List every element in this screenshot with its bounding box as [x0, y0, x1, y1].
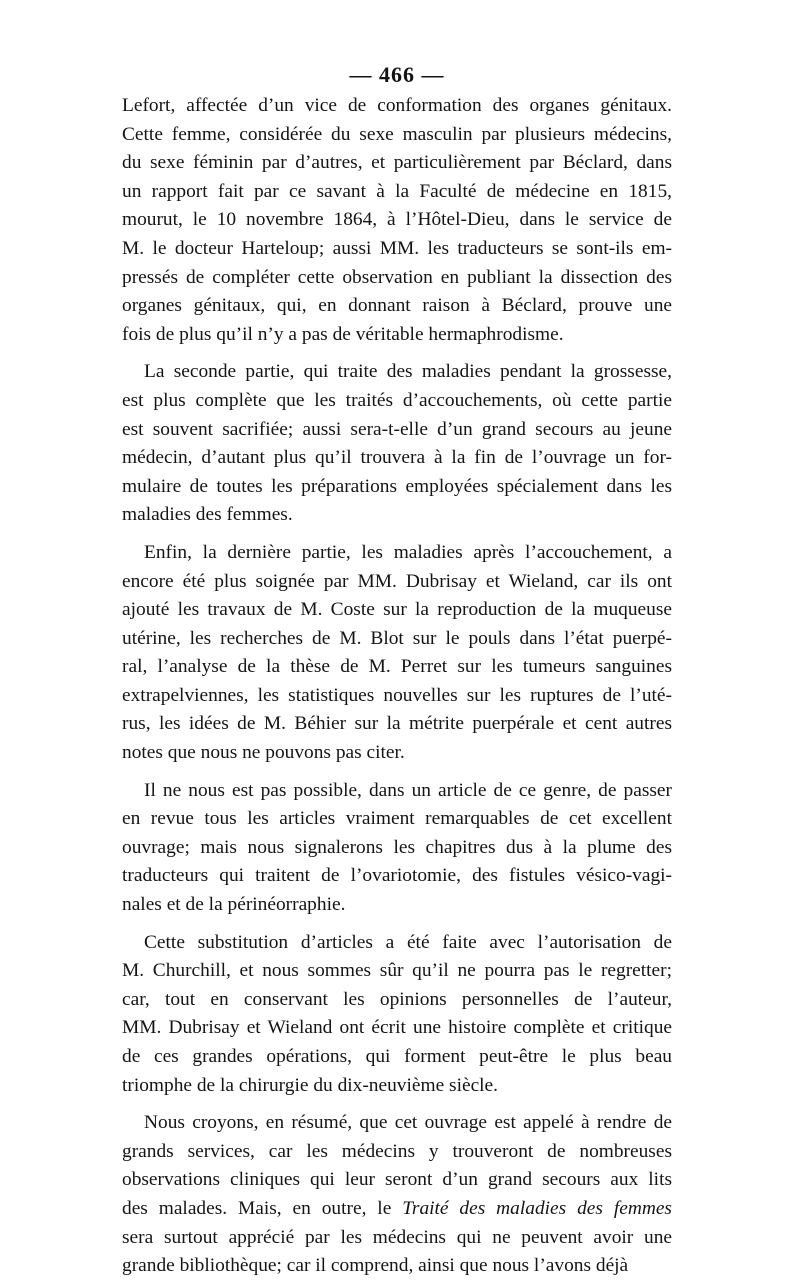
- text-line: Cette substitution d’articles a été faite avec l’autorisation de: [144, 931, 672, 953]
- text-line: nales et de la périnéorraphie.: [122, 894, 346, 916]
- text-line: de ces grandes opérations, qui forment peut-être le plus beau: [122, 1046, 672, 1067]
- text-line: notes que nous ne pouvons pas citer.: [122, 742, 405, 764]
- text-line: un rapport fait par ce savant à la Faculté de médecine en 1815,: [122, 180, 672, 202]
- text-line: ouvrage; mais nous signalerons les chapitres dus à la plume des: [122, 836, 672, 858]
- text-line: est plus complète que les traités d’accouchements, où cette partie: [122, 389, 672, 411]
- paragraph: [122, 1109, 672, 1281]
- text-line: car, tout en conservant les opinions personnelles de l’auteur,: [122, 988, 672, 1010]
- text-line: Lefort, affectée d’un vice de conformation des organes génitaux.: [122, 95, 672, 116]
- text-line: M. le docteur Harteloup; aussi MM. les traducteurs se sont-ils em-: [122, 237, 672, 259]
- page: [122, 58, 672, 1281]
- text-line: sera surtout apprécié par les médecins qui ne peuvent avoir une: [122, 1226, 672, 1248]
- text-line: en revue tous les articles vraiment remarquables de cet excellent: [122, 808, 672, 830]
- text-line: médecin, d’autant plus qu’il trouvera à la fin de l’ouvrage un for-: [122, 447, 672, 469]
- text-line: organes génitaux, qui, en donnant raison à Béclard, prouve une: [122, 295, 672, 317]
- book-title: Traité des maladies des femmes: [391, 1197, 672, 1219]
- text-line: observations cliniques qui leur seront d’un grand secours aux lits: [122, 1169, 672, 1191]
- text-line: M. Churchill, et nous sommes sûr qu’il ne pourra pas le regretter;: [122, 960, 672, 982]
- text-line: mulaire de toutes les préparations employées spécialement dans les: [122, 475, 672, 497]
- text-line: MM. Dubrisay et Wieland ont écrit une histoire complète et critique: [122, 1017, 672, 1039]
- text-line: du sexe féminin par d’autres, et particulièrement par Béclard, dans: [122, 152, 672, 174]
- text-line: encore été plus soignée par MM. Dubrisay et Wieland, car ils ont: [122, 570, 672, 592]
- text-line: Enfin, la dernière partie, les maladies après l’accouchement, a: [144, 541, 672, 563]
- text-line: grande bibliothèque; car il comprend, ainsi que nous l’avons déjà: [122, 1255, 629, 1277]
- paragraph: [122, 539, 672, 768]
- text-line: extrapelviennes, les statistiques nouvelles sur les ruptures de l’uté-: [122, 684, 672, 706]
- text-line: fois de plus qu’il n’y a pas de véritable hermaphrodisme.: [122, 323, 564, 345]
- text-body: [122, 92, 672, 1281]
- text-line: ral, l’analyse de la thèse de M. Perret sur les tumeurs sanguines: [122, 656, 672, 678]
- text-line: Nous croyons, en résumé, que cet ouvrage est appelé à rendre de: [144, 1112, 672, 1134]
- paragraph: [122, 929, 672, 1101]
- paragraph: [122, 777, 672, 920]
- text-line: maladies des femmes.: [122, 504, 293, 526]
- text-line: est souvent sacrifiée; aussi sera-t-elle d’un grand secours au jeune: [122, 418, 672, 440]
- paragraph: [122, 358, 672, 530]
- text-line: Il ne nous est pas possible, dans un article de ce genre, de passer: [144, 779, 672, 801]
- text-line: grands services, car les médecins y trouveront de nombreuses: [122, 1140, 672, 1162]
- text-line: Cette femme, considérée du sexe masculin par plusieurs médecins,: [122, 123, 672, 145]
- paragraph: [122, 92, 672, 349]
- text-line: utérine, les recherches de M. Blot sur le pouls dans l’état puerpé-: [122, 627, 672, 649]
- page-number: — 466 —: [349, 62, 445, 87]
- text-line: mourut, le 10 novembre 1864, à l’Hôtel-Dieu, dans le service de: [122, 209, 672, 231]
- text-line: des malades. Mais, en outre, le Traité des maladies des femmes: [122, 1197, 672, 1219]
- text-line: traducteurs qui traitent de l’ovariotomie, des fistules vésico-vagi-: [122, 865, 672, 887]
- text-line: rus, les idées de M. Béhier sur la métrite puerpérale et cent autres: [122, 713, 672, 735]
- text-line: ajouté les travaux de M. Coste sur la reproduction de la muqueuse: [122, 599, 672, 621]
- text-line: La seconde partie, qui traite des maladies pendant la grossesse,: [144, 361, 672, 383]
- text-line: triomphe de la chirurgie du dix-neuvième siècle.: [122, 1074, 499, 1096]
- text-line: pressés de compléter cette observation en publiant la dissection des: [122, 266, 672, 288]
